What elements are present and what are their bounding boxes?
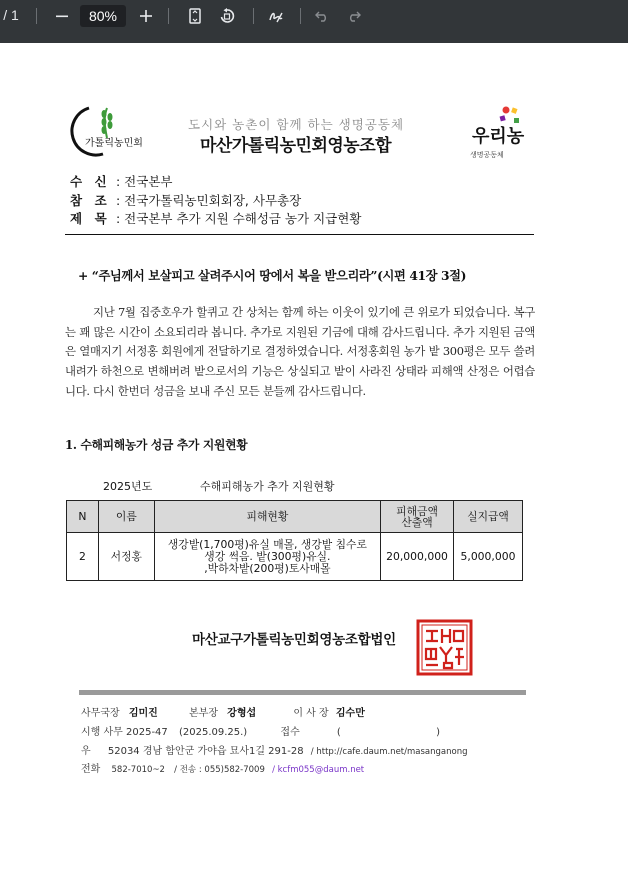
footer-v1: 김미진 (128, 708, 158, 719)
footer-k1: 사무국장 (81, 708, 120, 719)
page-indicator: / 1 (3, 7, 19, 23)
undo-button[interactable] (313, 0, 331, 30)
pdf-toolbar (0, 0, 628, 43)
corporation-name: 마산교구가톨릭농민회영농조합법인 (192, 632, 396, 648)
footer-receipt-label: 접수 (280, 727, 300, 738)
footer-tel: 582-7010~2 (111, 765, 165, 775)
damage-line: ,박하차밭(200평)토사매몰 (204, 561, 331, 575)
footer-v3: 김수만 (335, 708, 365, 719)
rotate-button[interactable] (217, 0, 237, 30)
plus-icon (140, 10, 152, 22)
redo-icon (347, 10, 361, 22)
footer-signatures (81, 704, 365, 719)
official-seal-icon (416, 619, 473, 676)
cell-name: 서정홍 (98, 533, 154, 581)
header-n: N (67, 501, 99, 533)
footer-doc-date: (2025.09.25.) (178, 727, 248, 738)
redo-button[interactable] (345, 0, 363, 30)
annotate-button[interactable] (266, 0, 286, 30)
toolbar-divider (36, 8, 37, 24)
footer-doc-info (81, 723, 440, 738)
undo-icon (315, 10, 329, 22)
footer-zip-label: 우 (81, 746, 91, 757)
table-year: 2025년도 (103, 480, 153, 493)
footer-tel-label: 전화 (81, 764, 101, 775)
body-text: 지난 7월 집중호우가 할퀴고 간 상처는 함께 하는 이웃이 있기에 큰 위로가 되었습니다. 복구는 꽤 많은 시간이 소요되리라 봅니다. 추가로 지원된 기금에 대해 감사드립니다. 추가 지원된 금액은 열매지기 서정홍 회원에게 전달하기로 결정하였습니다. 서정홍회원 농가 밭 300평은 모두 쓸려내려가 하천으로 변해버려 밭으로서의 기능은 상실되고 밭이 사라진 상태라 피해액 산정은 어렵습니다. 다시 한번더 성금을 보내 주신 모든 분들께 감사드립니다. (65, 305, 535, 398)
section-title: 1. 수해피해농가 성금 추가 지원현황 (65, 438, 248, 452)
header-amount-l1: 피해금액 (396, 504, 438, 518)
footer-email[interactable]: / kcfm055@daum.net (272, 765, 365, 775)
footer-k3: 이 사 장 (293, 708, 329, 719)
pen-scribble-icon (268, 8, 284, 24)
footer-url[interactable]: / http://cafe.daum.net/masanganong (310, 747, 468, 757)
slogan: 도시와 농촌이 함께 하는 생명공동체 (188, 117, 405, 132)
header-damage: 피해현황 (154, 501, 380, 533)
meta-subject-value: : 전국본부 추가 지원 수해성금 농가 지급현황 (116, 211, 362, 226)
zoom-level-field[interactable]: 80% (80, 5, 126, 27)
divider-line (65, 234, 534, 235)
footer-divider (79, 690, 526, 695)
footer-address (81, 742, 467, 757)
table-title: 수해피해농가 추가 지원현황 (200, 480, 335, 493)
header-amount (381, 501, 454, 533)
table-header-row (67, 501, 523, 533)
zoom-out-button[interactable] (53, 0, 71, 30)
footer-contact (81, 760, 364, 775)
logo-right-text: 우리농 (472, 126, 525, 147)
logo-left-text: 가톨릭농민회 (85, 138, 143, 149)
footer-v2: 강형섭 (227, 708, 257, 719)
support-table (66, 500, 523, 581)
zoom-in-button[interactable] (137, 0, 155, 30)
toolbar-divider (300, 8, 301, 24)
catholic-farmers-logo (63, 104, 143, 164)
header-name: 이름 (98, 501, 154, 533)
meta-subject-key: 제 목 (70, 211, 107, 226)
fit-page-icon (189, 8, 201, 24)
meta-to-key: 수 신 (70, 174, 107, 189)
organization-title: 마산가톨릭농민회영농조합 (200, 136, 392, 156)
footer-address-text: 52034 경남 함안군 가야읍 묘사1길 291-28 (107, 746, 304, 757)
minus-icon (56, 10, 68, 22)
footer-k2: 본부장 (189, 708, 218, 719)
woorinong-logo (470, 104, 530, 164)
damage-line: 생강밭(1,700평)유실 매몰, 생강밭 침수로 (167, 537, 367, 551)
meta-cc-key: 참 조 (70, 193, 107, 208)
table-row (67, 533, 523, 581)
footer-doc-number: 시행 사무 2025-47 (81, 727, 168, 738)
toolbar-divider (253, 8, 254, 24)
damage-line: 생강 썩음. 밭(300평)유실. (204, 549, 331, 563)
header-amount-l2: 산출액 (401, 515, 433, 529)
body-paragraph (65, 303, 535, 402)
meta-cc-value: : 전국가톨릭농민회회장, 사무총장 (116, 193, 302, 208)
toolbar-divider (168, 8, 169, 24)
cell-amount: 20,000,000 (381, 533, 454, 581)
footer-fax: / 전송 : 055)582-7009 (174, 765, 265, 775)
logo-right-sub: 생명공동체 (470, 151, 504, 159)
bible-verse: + “주님께서 보살피고 살려주시어 땅에서 복을 받으리라”(시편 41장 3절) (78, 268, 467, 283)
rotate-icon (219, 8, 235, 24)
footer-receipt-paren: ( ) (336, 727, 441, 738)
cell-n: 2 (67, 533, 99, 581)
cell-paid: 5,000,000 (454, 533, 523, 581)
fit-page-button[interactable] (186, 0, 204, 30)
cell-damage (154, 533, 380, 581)
header-paid: 실지급액 (454, 501, 523, 533)
meta-to-value: : 전국본부 (116, 174, 173, 189)
